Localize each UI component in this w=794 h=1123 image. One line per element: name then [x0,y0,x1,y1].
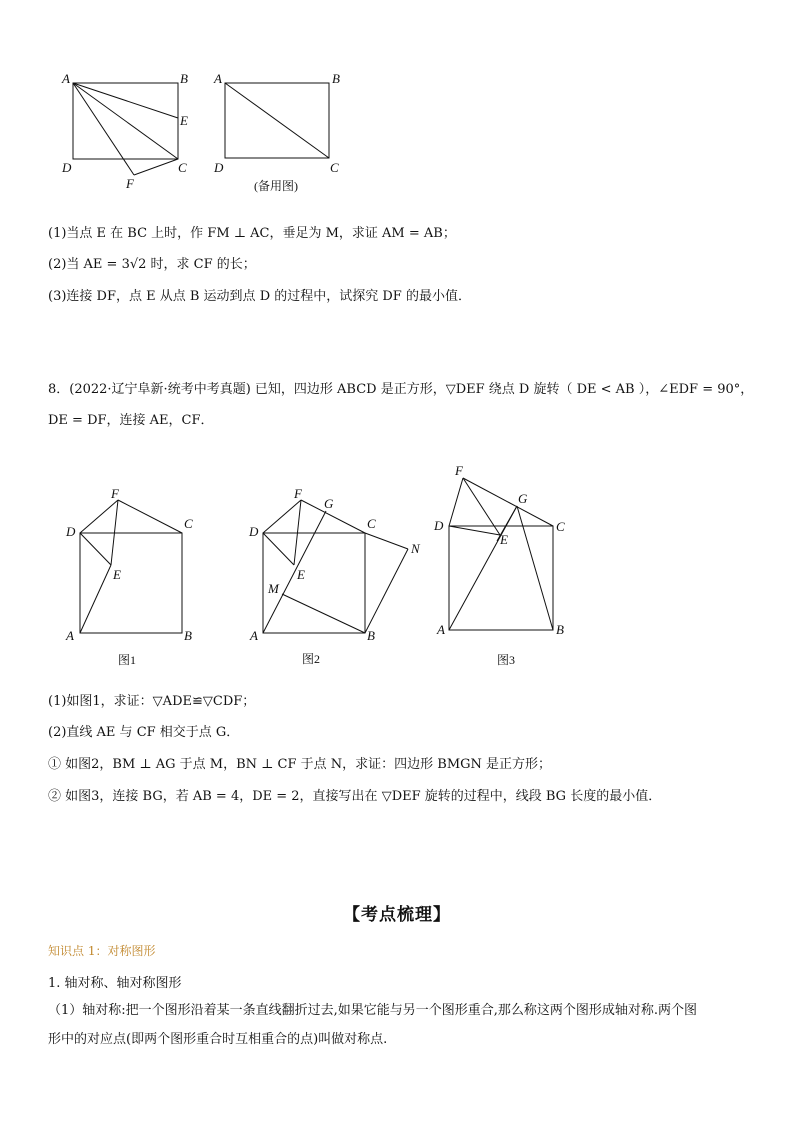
problem8-line2: DE = DF，连接 AE，CF． [48,413,214,428]
problem7-q1: (1)当点 E 在 BC 上时，作 FM ⊥ AC，垂足为 M，求证 AM = AB； [48,226,456,241]
review-paragraph-line2: 形中的对应点(即两个图形重合时互相重合的点)叫做对称点. [48,1032,388,1047]
fig1-label-c: C [178,160,187,175]
fig2-label-d: D [214,160,224,175]
fig1-caption: 图1 [118,653,137,667]
fig2-caption: 图2 [302,652,321,666]
sq2-label-d: D [249,524,259,539]
sq3-label-d: D [434,518,444,533]
knowledge-point-heading: 知识点 1：对称图形 [48,944,156,958]
fig1-label-a: A [62,71,70,86]
fig1-label-e: E [180,113,188,128]
review-paragraph-line1: （1）轴对称:把一个图形沿着某一条直线翻折过去,如果它能与另一个图形重合,那么称这两个图形成轴对称.两个图 [48,1003,698,1018]
fig2-label-b: B [332,71,340,86]
problem7-q2: (2)当 AE = 3√2 时，求 CF 的长； [48,257,256,272]
problem8-line1: 8．(2022·辽宁阜新·统考中考真题) 已知，四边形 ABCD 是正方形，▽DEF 绕点 D 旋转（ DE < AB ），∠EDF = 90°， [48,382,754,397]
problem7-q3: (3)连接 DF，点 E 从点 B 运动到点 D 的过程中，试探究 DF 的最小值． [48,289,471,304]
problem8-q2b: ② 如图3，连接 BG，若 AB = 4，DE = 2，直接写出在 ▽DEF 旋转的过程中，线段 BG 长度的最小值． [48,789,662,804]
sq2-label-b: B [367,628,375,643]
sq2-label-g: G [324,496,334,511]
review-heading: 1. 轴对称、轴对称图形 [48,976,182,991]
sq3-label-b: B [556,622,564,637]
sq1-label-f: F [111,486,119,501]
fig2-label-a: A [214,71,222,86]
sq1-label-e: E [113,567,121,582]
sq1-label-b: B [184,628,192,643]
fig1-label-d: D [62,160,72,175]
spare-figure-caption: (备用图) [254,179,298,193]
sq1-label-c: C [184,516,193,531]
sq1-label-d: D [66,524,76,539]
fig2-label-c: C [330,160,339,175]
section-title: 【考点梳理】 [343,905,451,925]
problem8-q1: (1)如图1，求证：▽ADE≌▽CDF； [48,694,256,709]
sq2-label-a: A [250,628,258,643]
problem8-q2a: ① 如图2，BM ⊥ AG 于点 M，BN ⊥ CF 于点 N，求证：四边形 BMGN 是正方形； [48,757,552,772]
fig1-label-b: B [180,71,188,86]
sq1-label-a: A [66,628,74,643]
sq3-label-f: F [455,463,463,478]
sq2-label-c: C [367,516,376,531]
sq3-label-c: C [556,519,565,534]
sq3-label-a: A [437,622,445,637]
sq2-label-n: N [411,541,420,556]
sq2-label-e: E [297,567,305,582]
sq3-label-e: E [500,532,508,547]
fig3-caption: 图3 [497,653,516,667]
sq2-label-f: F [294,486,302,501]
problem8-q2: (2)直线 AE 与 CF 相交于点 G． [48,725,240,740]
fig1-label-f: F [126,176,134,191]
sq2-label-m: M [268,581,279,596]
sq3-label-g: G [518,491,528,506]
